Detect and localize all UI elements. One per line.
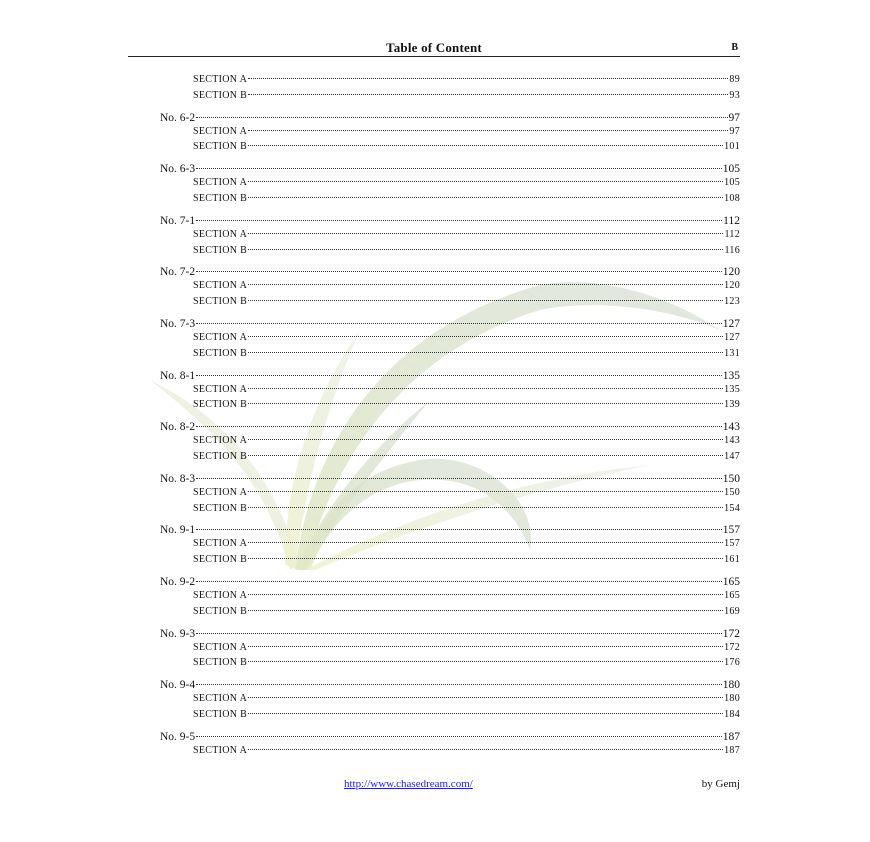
toc-page-number: 116 <box>724 244 740 256</box>
toc-page-number: 139 <box>724 399 740 411</box>
toc-entry-label: No. 6-2 <box>160 111 196 124</box>
toc-dot-leader <box>196 220 722 221</box>
toc-entry-label: No. 9-4 <box>160 679 196 692</box>
toc-section-entry[interactable] <box>160 330 740 346</box>
toc-page-number: 120 <box>724 280 740 292</box>
toc-dot-leader <box>196 633 722 634</box>
table-of-contents <box>160 72 740 759</box>
toc-section-entry[interactable] <box>160 88 740 104</box>
toc-chapter-entry[interactable] <box>160 362 740 382</box>
toc-chapter-entry[interactable] <box>160 516 740 536</box>
toc-section-entry[interactable] <box>160 485 740 501</box>
toc-page-number: 165 <box>722 575 740 588</box>
toc-chapter-entry[interactable] <box>160 465 740 485</box>
toc-page-number: 187 <box>722 730 740 743</box>
toc-page-number: 161 <box>724 554 740 566</box>
toc-dot-leader <box>248 542 723 543</box>
toc-entry-label: SECTION B <box>193 502 248 514</box>
toc-entry-label: SECTION B <box>193 192 248 204</box>
toc-page-number: 120 <box>722 266 740 279</box>
toc-dot-leader <box>196 168 722 169</box>
toc-entry-label: SECTION A <box>193 693 248 705</box>
toc-dot-leader <box>248 661 723 662</box>
toc-chapter-entry[interactable] <box>160 207 740 227</box>
toc-page-number: 172 <box>722 627 740 640</box>
toc-page-number: 105 <box>724 177 740 189</box>
toc-section-entry[interactable] <box>160 691 740 707</box>
footer-website-link[interactable]: http://www.chasedream.com/ <box>344 778 473 790</box>
toc-entry-label: No. 9-5 <box>160 730 196 743</box>
toc-entry-label: SECTION A <box>193 589 248 601</box>
toc-entry-label: SECTION B <box>193 89 248 101</box>
toc-page-number: 157 <box>722 524 740 537</box>
toc-page-number: 131 <box>724 347 740 359</box>
toc-page-number: 147 <box>724 450 740 462</box>
toc-page-number: 112 <box>723 214 740 227</box>
toc-page-number: 135 <box>722 369 740 382</box>
toc-section-entry[interactable] <box>160 382 740 398</box>
toc-entry-label: SECTION A <box>193 486 248 498</box>
toc-dot-leader <box>196 323 722 324</box>
toc-dot-leader <box>248 491 723 492</box>
toc-entry-label: SECTION A <box>193 331 248 343</box>
toc-dot-leader <box>248 145 723 146</box>
toc-entry-label: No. 8-3 <box>160 472 196 485</box>
toc-dot-leader <box>248 249 723 250</box>
toc-chapter-entry[interactable] <box>160 723 740 743</box>
toc-section-entry[interactable] <box>160 397 740 413</box>
toc-dot-leader <box>248 300 723 301</box>
toc-entry-label: No. 9-2 <box>160 575 196 588</box>
toc-section-entry[interactable] <box>160 588 740 604</box>
toc-entry-label: SECTION A <box>193 538 248 550</box>
toc-entry-label: No. 8-2 <box>160 421 196 434</box>
toc-dot-leader <box>248 130 728 131</box>
toc-page-number: 97 <box>729 125 740 137</box>
page-marker: B <box>731 42 738 53</box>
toc-section-entry[interactable] <box>160 449 740 465</box>
toc-dot-leader <box>248 94 728 95</box>
toc-entry-label: SECTION A <box>193 383 248 395</box>
toc-page-number: 180 <box>722 679 740 692</box>
toc-page-number: 127 <box>724 331 740 343</box>
toc-page-number: 165 <box>724 589 740 601</box>
toc-entry-label: SECTION A <box>193 435 248 447</box>
toc-dot-leader <box>248 197 723 198</box>
toc-dot-leader <box>248 336 723 337</box>
toc-entry-label: SECTION A <box>193 177 248 189</box>
toc-section-entry[interactable] <box>160 294 740 310</box>
toc-dot-leader <box>196 271 722 272</box>
toc-entry-label: SECTION A <box>193 744 248 756</box>
toc-section-entry[interactable] <box>160 743 740 759</box>
toc-section-entry[interactable] <box>160 640 740 656</box>
toc-entry-label: No. 7-1 <box>160 214 196 227</box>
toc-entry-label: SECTION B <box>193 296 248 308</box>
toc-page-number: 97 <box>728 111 740 124</box>
toc-section-entry[interactable] <box>160 243 740 259</box>
toc-dot-leader <box>248 507 723 508</box>
toc-entry-label: SECTION A <box>193 125 248 137</box>
toc-page-number: 154 <box>724 502 740 514</box>
toc-entry-label: SECTION B <box>193 657 248 669</box>
toc-section-entry[interactable] <box>160 191 740 207</box>
toc-dot-leader <box>248 439 723 440</box>
toc-entry-label: SECTION B <box>193 554 248 566</box>
toc-section-entry[interactable] <box>160 604 740 620</box>
toc-page-number: 176 <box>724 657 740 669</box>
toc-page-number: 123 <box>724 296 740 308</box>
toc-chapter-entry[interactable] <box>160 568 740 588</box>
toc-dot-leader <box>248 594 723 595</box>
toc-dot-leader <box>248 388 723 389</box>
toc-page-number: 112 <box>724 228 740 240</box>
toc-page-number: 157 <box>724 538 740 550</box>
toc-dot-leader <box>196 581 722 582</box>
toc-dot-leader <box>248 284 723 285</box>
toc-section-entry[interactable] <box>160 655 740 671</box>
toc-page-number: 150 <box>724 486 740 498</box>
toc-page-number: 150 <box>722 472 740 485</box>
toc-section-entry[interactable] <box>160 707 740 723</box>
toc-entry-label: No. 8-1 <box>160 369 196 382</box>
toc-dot-leader <box>196 684 722 685</box>
toc-page-number: 135 <box>724 383 740 395</box>
toc-section-entry[interactable] <box>160 278 740 294</box>
toc-section-entry[interactable] <box>160 124 740 140</box>
toc-entry-label: SECTION A <box>193 641 248 653</box>
toc-entry-label: SECTION B <box>193 244 248 256</box>
toc-page-number: 172 <box>724 641 740 653</box>
toc-chapter-entry[interactable] <box>160 413 740 433</box>
toc-page-number: 105 <box>722 163 740 176</box>
toc-page-number: 93 <box>729 89 740 101</box>
toc-page-number: 89 <box>729 74 740 85</box>
toc-dot-leader <box>248 558 723 559</box>
toc-dot-leader <box>248 713 723 714</box>
toc-chapter-entry[interactable] <box>160 155 740 175</box>
toc-chapter-entry[interactable] <box>160 671 740 691</box>
page-title: Table of Content <box>386 40 482 55</box>
toc-dot-leader <box>196 478 722 479</box>
toc-dot-leader <box>248 233 723 234</box>
toc-entry-label: SECTION B <box>193 605 248 617</box>
toc-section-entry[interactable] <box>160 433 740 449</box>
toc-dot-leader <box>196 736 722 737</box>
toc-entry-label: SECTION B <box>193 450 248 462</box>
toc-entry-label: SECTION B <box>193 141 248 153</box>
toc-entry-label: No. 6-3 <box>160 163 196 176</box>
toc-entry-label: No. 9-1 <box>160 524 196 537</box>
toc-section-entry[interactable] <box>160 227 740 243</box>
toc-section-entry[interactable] <box>160 139 740 155</box>
toc-dot-leader <box>196 529 722 530</box>
toc-entry-label: No. 7-3 <box>160 317 196 330</box>
toc-page-number: 143 <box>722 421 740 434</box>
toc-dot-leader <box>248 352 723 353</box>
toc-chapter-entry[interactable] <box>160 310 740 330</box>
toc-chapter-entry[interactable] <box>160 620 740 640</box>
toc-page-number: 127 <box>722 317 740 330</box>
toc-dot-leader <box>248 697 723 698</box>
toc-section-entry[interactable] <box>160 346 740 362</box>
toc-page-number: 143 <box>724 435 740 447</box>
toc-section-entry[interactable] <box>160 72 740 88</box>
toc-page-number: 101 <box>724 141 740 153</box>
toc-chapter-entry[interactable] <box>160 258 740 278</box>
toc-entry-label: No. 9-3 <box>160 627 196 640</box>
toc-page-number: 108 <box>724 192 740 204</box>
toc-dot-leader <box>248 646 723 647</box>
toc-page-number: 169 <box>724 605 740 617</box>
toc-page-number: 180 <box>724 693 740 705</box>
toc-dot-leader <box>248 749 723 750</box>
toc-section-entry[interactable] <box>160 501 740 517</box>
toc-dot-leader <box>196 117 727 118</box>
page-header <box>128 38 740 57</box>
toc-section-entry[interactable] <box>160 536 740 552</box>
toc-entry-label: SECTION B <box>193 708 248 720</box>
toc-dot-leader <box>248 403 723 404</box>
toc-entry-label: SECTION A <box>193 74 248 85</box>
toc-dot-leader <box>248 610 723 611</box>
toc-page-number: 187 <box>724 744 740 756</box>
toc-dot-leader <box>248 455 723 456</box>
toc-dot-leader <box>248 181 723 182</box>
toc-dot-leader <box>196 426 722 427</box>
toc-entry-label: SECTION B <box>193 347 248 359</box>
toc-entry-label: SECTION A <box>193 228 248 240</box>
toc-entry-label: No. 7-2 <box>160 266 196 279</box>
toc-entry-label: SECTION A <box>193 280 248 292</box>
footer-author: by Gemj <box>701 778 740 790</box>
toc-chapter-entry[interactable] <box>160 104 740 124</box>
toc-page-number: 184 <box>724 708 740 720</box>
toc-entry-label: SECTION B <box>193 399 248 411</box>
toc-dot-leader <box>248 78 728 79</box>
toc-dot-leader <box>196 375 722 376</box>
toc-section-entry[interactable] <box>160 552 740 568</box>
toc-section-entry[interactable] <box>160 175 740 191</box>
